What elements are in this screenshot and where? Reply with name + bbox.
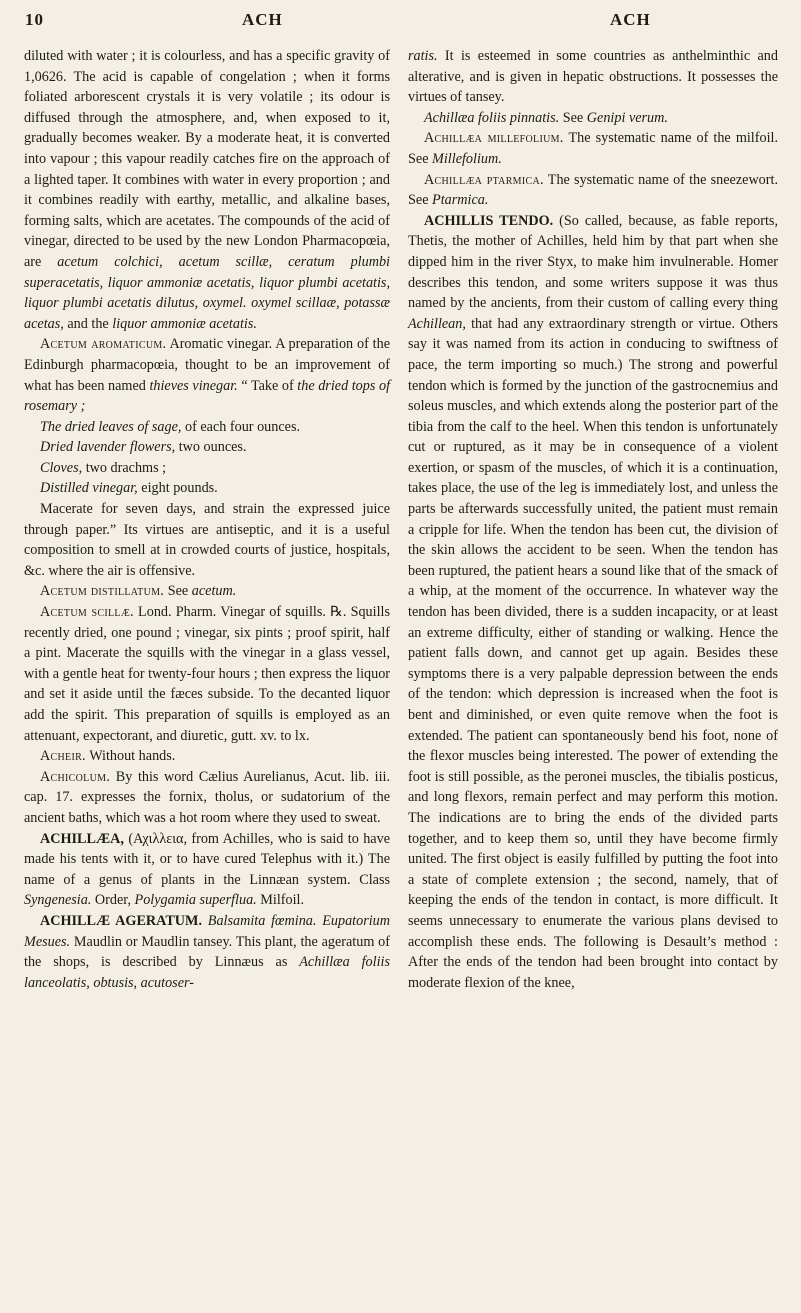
entry-achillaea-ptarmica: Achillæa ptarmica. The systematic name of the sneezewort. See Ptarmica. <box>408 171 778 209</box>
left-column <box>24 46 390 993</box>
entry-achillaea: ACHILLÆA, (Αχιλλεια, from Achilles, who is said to have made his tents with it, or to have cured Telephus with it.) The name of a genus of plants in the Linnæan system. Class Syngenesia. Order, Polygamia superflua. Milfoil. <box>24 830 390 909</box>
page-number: 10 <box>25 10 44 29</box>
recipe-line-sage: The dried leaves of sage, of each four ounces. <box>40 418 301 435</box>
entry-acheir: Acheir. Without hands. <box>40 748 176 765</box>
entry-acetic-acid-continued: diluted with water ; it is colourless, and has a specific gravity of 1,0626. The acid is capable of congelation ; when it forms foliated arborescent crystals it is very volatile ; its odour is diffused through the atmosphere, and, when exposed to it, gradually becomes weaker. By a moderate heat, it is converted into vapour ; this vapour readily catches fire on the approach of a lighted taper. It combines with water in every proportion ; and it combines readily with earthy, metallic, and alkaline bases, forming salts, which are acetates. The compounds of the acid of vinegar, directed to be used by the new London Pharmacopœia, are acetum colchici, acetum scillæ, ceratum plumbi superacetatis, liquor ammoniæ acetatis, liquor plumbi acetatis, liquor plumbi acetatis dilutus, oxymel. oxymel scillaæ, potassæ acetas, and the liquor ammoniæ acetatis. <box>24 48 390 332</box>
entry-achillis-tendo: ACHILLIS TENDO. (So called, because, as fable reports, Thetis, the mother of Achilles, held him by that part when she dipped him in the river Styx, to make him invulnerable. Homer describes this tendon, and some writers suppose it was thus named by the ancients, from their custom of calling every thing Achillean, that had any extraordinary strength or virtue. Others say it was named from its action in conducing to swiftness of pace, the term importing so much.) The strong and powerful tendon which is formed by the junction of the gastrocnemius and soleus muscles, and which extends along the posterior part of the tibia from the calf to the heel. When this tendon is unfortunately cut or ruptured, as it may be in consequence of a violent exertion, or spasm of the muscles, of which it is a continuation, takes place, the use of the leg is immediately lost, and unless the parts be afterwards successfully united, the patient must remain a cripple for life. When the tendon has been cut, the division of the skin allows the accident to be seen. When the tendon has been ruptured, the patient hears a sound like that of the smack of a whip, at the moment of the occurrence. In whatever way the tendon has been divided, there is a sudden incapacity, or at least an extreme difficulty, either of standing or walking. Hence the patient falls down, and cannot get up again. Besides these symptoms there is a very palpable depression between the ends of the tendon: which depression is increased when the foot is bent and diminished, or even quite remove when the foot is extended. The patient can spontaneously bend his foot, none of the flexor muscles being interested. The power of extending the foot is still possible, as the peronei muscles, the tibialis posticus, and long flexors, remain perfect and may perform this motion. The indications are to bring the ends of the divided parts together, and to keep them so, until they have become firmly united. The first object is easily fulfilled by putting the foot into a state of complete extension ; the second, namely, that of keeping the ends of the tendon in contact, is more difficult. It seems unnecessary to enumerate the various plans devised to accomplish these ends. The following is Desault’s method : After the ends of the tendon had been brought into contact by moderate flexion of the knee, <box>408 212 778 991</box>
right-column <box>408 46 778 993</box>
recipe-line-lavender: Dried lavender flowers, two ounces. <box>40 439 247 456</box>
left-running-head: ACH <box>242 10 283 29</box>
entry-achicolum: Achicolum. By this word Cælius Aurelianus, Acut. lib. iii. cap. 17. expresses the fornix, tholus, or sudatorium of the ancient baths, which was a hot room where they used to sweat. <box>24 768 390 826</box>
entry-acetum-aromaticum: Acetum aromaticum. Aromatic vinegar. A preparation of the Edinburgh pharmacopœia, thought to be an improvement of what has been named thieves vinegar. “ Take of the dried tops of rosemary ; <box>24 336 391 415</box>
entry-achillae-ageratum-continued: ratis. It is esteemed in some countries as anthelminthic and alterative, and is given in hepatic obstructions. It possesses the virtues of tansey. <box>408 48 778 106</box>
entry-achillaea-millefolium: Achillæa millefolium. The systematic name of the milfoil. See Millefolium. <box>408 130 779 167</box>
entry-acetum-distillatum: Acetum distillatum. See acetum. <box>40 583 237 600</box>
recipe-instructions: Macerate for seven days, and strain the expressed juice through paper.” Its virtues are antiseptic, and it is a useful composition to smell at in crowded courts of justice, hospitals, &c. where the air is offensive. <box>24 501 390 579</box>
right-running-head: ACH <box>610 10 651 29</box>
entry-acetum-scillae: Acetum scillæ. Lond. Pharm. Vinegar of squills. ℞. Squills recently dried, one pound ; vinegar, six pints ; proof spirit, half a pint. Macerate the squills with the vinegar in a glass vessel, with a gentle heat for twenty-four hours ; then express the liquor and set it aside until the fæces subside. To the decanted liquor add the spirit. This preparation of squills is employed as an attenuant, expectorant, and diuretic, gutt. xv. to lx. <box>24 604 391 744</box>
recipe-line-vinegar: Distilled vinegar, eight pounds. <box>40 480 218 497</box>
running-header <box>20 6 781 42</box>
entry-achillaea-foliis-pinnatis: Achillæa foliis pinnatis. See Genipi verum. <box>424 109 668 126</box>
recipe-line-cloves: Cloves, two drachms ; <box>40 459 167 476</box>
entry-achillae-ageratum: ACHILLÆ AGERATUM. Balsamita fœmina. Eupatorium Mesues. Maudlin or Maudlin tansey. This plant, the ageratum of the shops, is described by Linnæus as Achillæa foliis lanceolatis, obtusis, acutoser- <box>24 912 390 991</box>
